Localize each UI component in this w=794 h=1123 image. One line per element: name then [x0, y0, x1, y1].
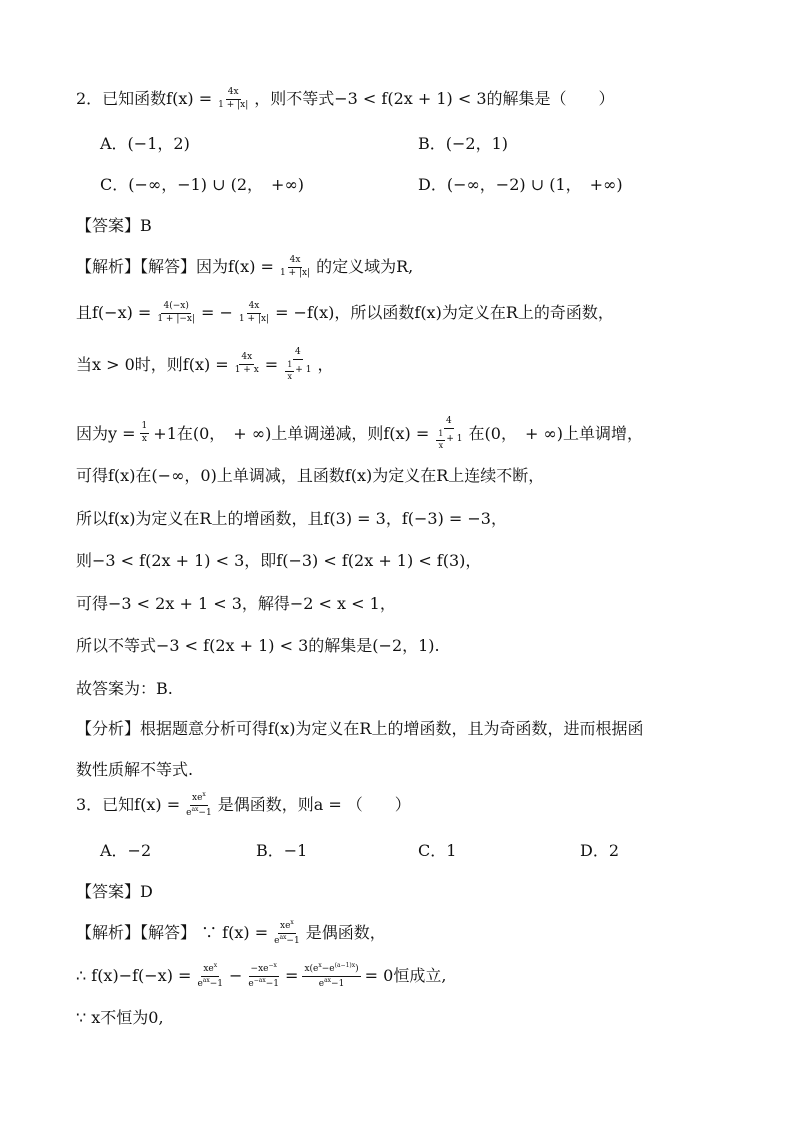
q3-stem — [76, 792, 411, 819]
fraction-denominator: 1 + |x| — [238, 313, 270, 324]
exponent: (a−1)x — [334, 962, 356, 969]
solution-text: ∴ f(x)−f(−x) = — [76, 966, 192, 986]
q2-solution-line-5: 可得f(x)在(−∞，0)上单调减，且函数f(x)为定义在R上连续不断， — [76, 466, 545, 485]
inner-fraction — [285, 361, 294, 382]
denominator-base: e — [274, 935, 280, 946]
exponent: x — [202, 791, 206, 798]
minus-sign: − — [229, 966, 243, 986]
q2-analysis-line-1: 【分析】根据题意分析可得f(x)为定义在R上的增函数，且为奇函数，进而根据函 — [76, 719, 644, 738]
fraction-denominator: 1 + |−x| — [157, 313, 196, 324]
exponent: −ax — [253, 976, 266, 984]
fraction-numerator: 1 — [140, 422, 150, 434]
q2-solution-line-9: 所以不等式−3 < f(2x + 1) < 3的解集是(−2，1). — [76, 636, 440, 655]
q2-solution-line-4 — [76, 417, 643, 450]
fraction — [302, 963, 360, 990]
q2-stem-fraction — [216, 88, 250, 111]
q3-option-b: B．−1 — [256, 841, 308, 860]
fraction-numerator: 4 — [293, 348, 303, 360]
fraction-numerator: 4x — [239, 353, 254, 365]
exponent: x — [213, 962, 218, 969]
solution-text: 在(0， + ∞)上单调增， — [468, 423, 644, 443]
solution-text: = 0恒成立, — [364, 966, 447, 986]
fraction — [233, 353, 261, 376]
numerator-base: xe — [192, 793, 203, 803]
numerator-base: xe — [280, 921, 291, 931]
solution-text: ， — [317, 354, 334, 374]
q3-answer: 【答案】D — [76, 882, 153, 901]
exponent: ax — [202, 976, 210, 984]
fraction-denominator: 1 + x — [234, 365, 259, 376]
fraction-denominator: x — [287, 371, 292, 381]
exponent: ax — [191, 805, 199, 813]
denominator-tail: −1 — [286, 935, 300, 946]
fraction — [195, 963, 225, 990]
q2-stem-text-b: ，则不等式−3 < f(2x + 1) < 3的解集是（ ） — [254, 89, 615, 109]
q3-option-c: C．1 — [418, 841, 457, 860]
q3-stem-text-b: 是偶函数，则a = （ ） — [217, 795, 411, 815]
solution-text: 【解析】【解答】 ∵ f(x) = — [76, 923, 269, 943]
q3-stem-text-a: 3．已知f(x) = — [76, 795, 181, 815]
denominator-base: e — [186, 807, 192, 818]
exponent: x — [290, 919, 294, 926]
fraction — [237, 302, 271, 325]
solution-text: 的定义域为R, — [316, 257, 414, 277]
solution-text: = −f(x)，所以函数f(x)为定义在R上的奇函数， — [275, 303, 614, 323]
fraction — [246, 963, 281, 990]
q2-solution-line-3 — [76, 348, 333, 381]
solution-text: +1在(0， + ∞)上单调递减，则f(x) = — [153, 423, 430, 443]
fraction-denominator-tail: + 1 — [446, 434, 463, 445]
exponent: −x — [268, 962, 277, 969]
fraction-numerator: 4x — [288, 256, 303, 268]
fraction — [155, 302, 197, 325]
fraction-denominator — [195, 977, 225, 990]
numerator-part: x(e — [304, 964, 319, 974]
fraction-numerator: 1 — [436, 430, 445, 441]
q2-solution-line-1 — [76, 256, 413, 279]
q3-option-a: A．−2 — [100, 841, 152, 860]
fraction-numerator: 4x — [226, 88, 241, 100]
fraction-denominator — [246, 977, 281, 990]
fraction-denominator — [184, 806, 214, 819]
q2-stem-text-a: 2．已知函数f(x) = — [76, 89, 213, 109]
equals-sign: = — [285, 966, 299, 986]
fraction-numerator — [249, 963, 279, 977]
fraction-denominator: 1 + |x| — [279, 267, 311, 278]
exponent: ax — [279, 933, 287, 941]
denominator-tail: −1 — [265, 978, 280, 989]
denominator-base: e — [248, 978, 254, 989]
q2-stem — [76, 88, 615, 111]
fraction-numerator: 4(−x) — [161, 302, 190, 314]
solution-text: = − — [201, 303, 233, 323]
q2-option-c: C．(−∞，−1) ∪ (2， +∞) — [100, 175, 305, 194]
q3-stem-fraction — [184, 792, 214, 819]
fraction-numerator — [278, 920, 296, 934]
q2-solution-line-10: 故答案为：B. — [76, 679, 173, 698]
q2-solution-line-7: 则−3 < f(2x + 1) < 3，即f(−3) < f(2x + 1) < f(3)， — [76, 551, 482, 570]
q2-solution-line-2 — [76, 302, 614, 325]
fraction-denominator — [433, 429, 464, 451]
solution-text: = — [264, 354, 279, 374]
q3-solution-line-2 — [76, 963, 446, 990]
q2-answer: 【答案】B — [76, 216, 152, 235]
numerator-base: xe — [203, 964, 214, 974]
numerator-part: ) — [355, 964, 359, 974]
exponent: x — [318, 962, 322, 969]
fraction — [140, 422, 150, 445]
compound-fraction — [433, 417, 464, 450]
numerator-base: −xe — [250, 964, 269, 974]
q3-option-d: D．2 — [580, 841, 620, 860]
denominator-tail: −1 — [331, 978, 345, 989]
solution-text: 【解析】【解答】因为f(x) = — [76, 257, 274, 277]
denominator-tail: −1 — [209, 978, 224, 989]
fraction-numerator: 4x — [247, 302, 262, 314]
fraction-denominator: 1 + |x| — [218, 99, 249, 110]
inner-fraction — [436, 430, 445, 451]
q2-solution-line-6: 所以f(x)为定义在R上的增函数，且f(3) = 3，f(−3) = −3， — [76, 509, 507, 528]
solution-text: 且f(−x) = — [76, 303, 152, 323]
fraction-denominator — [272, 934, 302, 947]
fraction-numerator: 4 — [444, 417, 454, 429]
solution-text: 因为y = — [76, 423, 136, 443]
compound-fraction — [282, 348, 313, 381]
fraction — [278, 256, 312, 279]
denominator-tail: −1 — [198, 807, 212, 818]
fraction-denominator — [317, 977, 347, 990]
q2-analysis-line-2: 数性质解不等式. — [76, 760, 194, 779]
fraction — [272, 920, 302, 947]
q3-solution-line-3: ∵ x不恒为0, — [76, 1008, 164, 1027]
fraction-numerator — [190, 792, 208, 806]
q2-option-d: D．(−∞，−2) ∪ (1， +∞) — [418, 175, 623, 194]
fraction-denominator-tail: + 1 — [295, 365, 312, 376]
q2-option-a: A．(−1，2) — [100, 134, 190, 153]
denominator-base: e — [197, 978, 203, 989]
fraction-numerator — [302, 963, 360, 977]
q2-option-b: B．(−2，1) — [418, 134, 509, 153]
denominator-base: e — [318, 978, 325, 989]
solution-text: 当x > 0时，则f(x) = — [76, 354, 229, 374]
fraction-numerator — [201, 963, 219, 977]
fraction-denominator: x — [141, 434, 147, 445]
numerator-part: −e — [321, 964, 335, 974]
q3-solution-line-1 — [76, 920, 386, 947]
exponent: ax — [324, 976, 332, 984]
q2-solution-line-8: 可得−3 < 2x + 1 < 3，解得−2 < x < 1， — [76, 594, 396, 613]
fraction-numerator: 1 — [285, 361, 294, 372]
fraction-denominator — [282, 360, 313, 382]
fraction-denominator: x — [438, 440, 444, 450]
solution-text: 是偶函数， — [305, 923, 386, 943]
